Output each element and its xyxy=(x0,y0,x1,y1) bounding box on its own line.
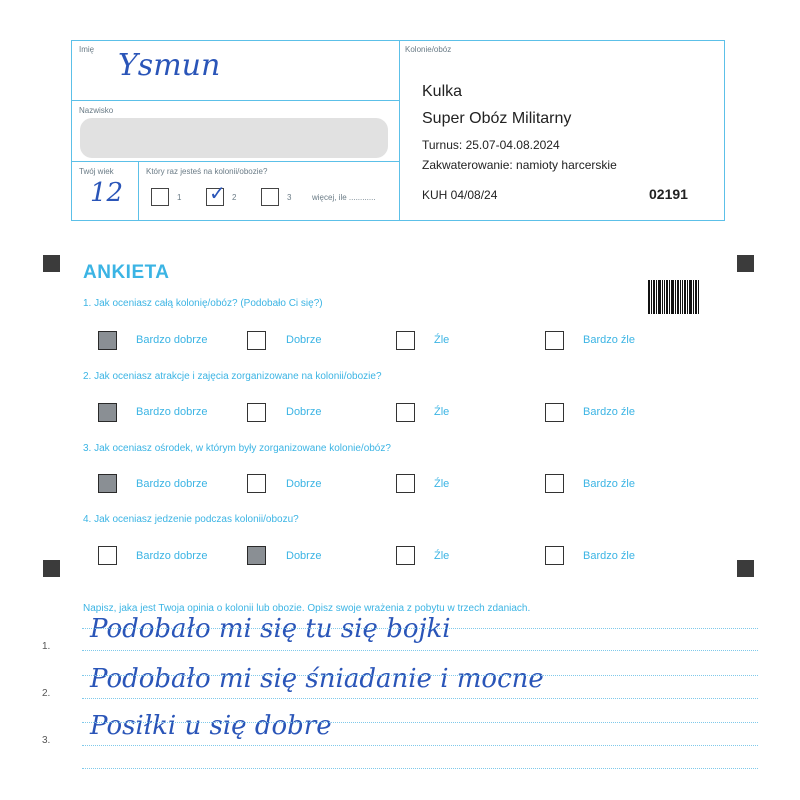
q3-option-bardzo-zle: Bardzo źle xyxy=(583,478,635,490)
q1-checkbox-zle[interactable] xyxy=(396,331,415,350)
times-option-3: 3 xyxy=(287,193,292,202)
q1-checkbox-dobrze[interactable] xyxy=(247,331,266,350)
q2-checkbox-bardzo-zle[interactable] xyxy=(545,403,564,422)
writing-line xyxy=(82,675,758,676)
q3-checkbox-dobrze[interactable] xyxy=(247,474,266,493)
camp-name-1: Kulka xyxy=(422,83,463,100)
camp-name-2: Super Obóz Militarny xyxy=(422,110,572,127)
alignment-marker-bottom-right xyxy=(737,560,754,577)
q2-option-bardzo-dobrze: Bardzo dobrze xyxy=(136,406,208,418)
q2-option-zle: Źle xyxy=(434,406,450,418)
alignment-marker-top-left xyxy=(43,255,60,272)
times-checkbox-2[interactable] xyxy=(206,181,226,206)
q2-option-dobrze: Dobrze xyxy=(286,406,322,418)
turnus: Turnus: 25.07-04.08.2024 xyxy=(422,138,560,152)
opinion-line-2: Podobało mi się śniadanie i mocne xyxy=(90,664,544,694)
q3-checkbox-bardzo-zle[interactable] xyxy=(545,474,564,493)
q2-checkbox-zle[interactable] xyxy=(396,403,415,422)
barcode xyxy=(648,280,702,314)
surname-redaction xyxy=(80,118,388,158)
question-4: 4. Jak oceniasz jedzenie podczas kolonii/obozu? xyxy=(83,514,299,525)
line-number-3: 3. xyxy=(42,735,51,746)
q3-checkbox-zle[interactable] xyxy=(396,474,415,493)
writing-line xyxy=(82,768,758,769)
q4-option-bardzo-zle: Bardzo źle xyxy=(583,550,635,562)
q3-option-bardzo-dobrze: Bardzo dobrze xyxy=(136,478,208,490)
writing-line xyxy=(82,698,758,699)
age-handwritten: 12 xyxy=(90,178,124,208)
writing-line xyxy=(82,745,758,746)
opinion-line-3: Posiłki u się dobre xyxy=(90,711,332,741)
line-number-1: 1. xyxy=(42,641,51,652)
times-option-1: 1 xyxy=(177,193,182,202)
q4-checkbox-bardzo-zle[interactable] xyxy=(545,546,564,565)
q4-checkbox-zle[interactable] xyxy=(396,546,415,565)
q4-checkbox-bardzo-dobrze[interactable] xyxy=(98,546,117,565)
alignment-marker-bottom-left xyxy=(43,560,60,577)
q4-checkbox-dobrze[interactable] xyxy=(247,546,266,565)
survey-title: ANKIETA xyxy=(83,262,170,283)
q1-checkbox-bardzo-zle[interactable] xyxy=(545,331,564,350)
q1-option-bardzo-dobrze: Bardzo dobrze xyxy=(136,334,208,346)
q1-option-zle: Źle xyxy=(434,334,450,346)
opinion-prompt: Napisz, jaka jest Twoja opinia o kolonii lub obozie. Opisz swoje wrażenia z pobytu w trzech zdaniach. xyxy=(83,603,531,614)
q1-checkbox-bardzo-dobrze[interactable] xyxy=(98,331,117,350)
question-2: 2. Jak oceniasz atrakcje i zajęcia zorganizowane na kolonii/obozie? xyxy=(83,371,382,382)
zakwaterowanie: Zakwaterowanie: namioty harcerskie xyxy=(422,158,617,172)
writing-line xyxy=(82,722,758,723)
opinion-line-1: Podobało mi się tu się bojki xyxy=(90,614,451,644)
age-label: Twój wiek xyxy=(79,167,114,176)
q2-option-bardzo-zle: Bardzo źle xyxy=(583,406,635,418)
q4-option-bardzo-dobrze: Bardzo dobrze xyxy=(136,550,208,562)
surname-label: Nazwisko xyxy=(79,106,114,115)
question-1: 1. Jak oceniasz całą kolonię/obóz? (Podobało Ci się?) xyxy=(83,298,323,309)
q3-checkbox-bardzo-dobrze[interactable] xyxy=(98,474,117,493)
writing-line xyxy=(82,650,758,651)
alignment-marker-top-right xyxy=(737,255,754,272)
writing-line xyxy=(82,628,758,629)
times-more: więcej, ile ............ xyxy=(312,193,376,202)
line-number-2: 2. xyxy=(42,688,51,699)
name-label: Imię xyxy=(79,45,95,54)
form-number: 02191 xyxy=(649,186,688,202)
camp-label: Kolonie/obóz xyxy=(405,45,452,54)
q1-option-bardzo-zle: Bardzo źle xyxy=(583,334,635,346)
q4-option-zle: Źle xyxy=(434,550,450,562)
times-checkbox-3[interactable] xyxy=(261,188,279,206)
question-3: 3. Jak oceniasz ośrodek, w którym były zorganizowane kolonie/obóz? xyxy=(83,443,391,454)
q1-option-dobrze: Dobrze xyxy=(286,334,322,346)
q2-checkbox-dobrze[interactable] xyxy=(247,403,266,422)
checkmark-icon: ✓ xyxy=(209,181,226,205)
q3-option-dobrze: Dobrze xyxy=(286,478,322,490)
q4-option-dobrze: Dobrze xyxy=(286,550,322,562)
times-option-2: 2 xyxy=(232,193,237,202)
q3-option-zle: Źle xyxy=(434,478,450,490)
times-label: Który raz jesteś na kolonii/obozie? xyxy=(146,167,268,176)
name-handwritten: Ysmun xyxy=(118,48,221,83)
q2-checkbox-bardzo-dobrze[interactable] xyxy=(98,403,117,422)
times-checkbox-1[interactable] xyxy=(151,188,169,206)
camp-code: KUH 04/08/24 xyxy=(422,188,498,202)
